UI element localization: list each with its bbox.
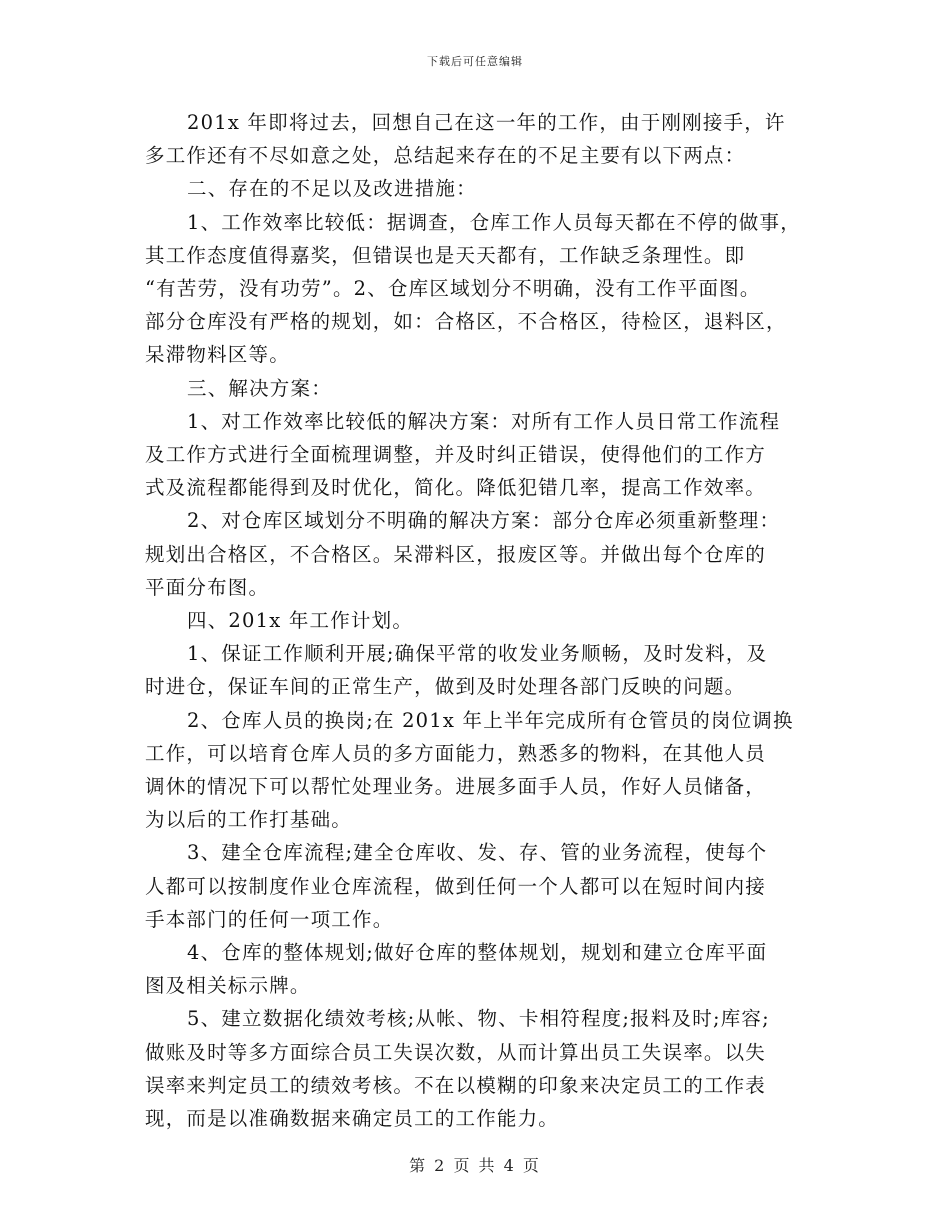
text-line: 三、解决方案： <box>187 376 332 400</box>
text-line: 5、建立数据化绩效考核;从帐、物、卡相符程度;报料及时;库容; <box>187 1007 770 1031</box>
text-line: 调休的情况下可以帮忙处理业务。进展多面手人员，作好人员储备， <box>145 775 767 799</box>
text-line: 及工作方式进行全面梳理调整，并及时纠正错误，使得他们的工作方 <box>145 443 767 467</box>
text-line: 时进仓，保证车间的正常生产，做到及时处理各部门反映的问题。 <box>145 675 746 699</box>
text-line: “有苦劳，没有功劳”。2、仓库区域划分不明确，没有工作平面图。 <box>145 277 761 301</box>
text-line: 手本部门的任何一项工作。 <box>145 907 394 931</box>
text-line: 工作，可以培育仓库人员的多方面能力，熟悉多的物料，在其他人员 <box>145 741 767 765</box>
text-line: 规划出合格区，不合格区。呆滞料区，报废区等。并做出每个仓库的 <box>145 542 767 566</box>
text-line: 式及流程都能得到及时优化，简化。降低犯错几率，提高工作效率。 <box>145 476 767 500</box>
text-line: 1、工作效率比较低：据调查，仓库工作人员每天都在不停的做事， <box>187 210 801 234</box>
text-line: 其工作态度值得嘉奖，但错误也是天天都有，工作缺乏条理性。即 <box>145 243 746 267</box>
text-line: 做账及时等多方面综合员工失误次数，从而计算出员工失误率。以失 <box>145 1040 767 1064</box>
text-line: 部分仓库没有严格的规划，如：合格区，不合格区，待检区，退料区， <box>145 310 787 334</box>
text-line: 多工作还有不尽如意之处，总结起来存在的不足主要有以下两点： <box>145 144 746 168</box>
text-line: 四、201x 年工作计划。 <box>187 609 414 633</box>
text-line: 4、仓库的整体规划;做好仓库的整体规划，规划和建立仓库平面 <box>187 941 768 965</box>
document-body <box>145 106 815 1135</box>
header-note: 下载后可任意编辑 <box>427 55 523 68</box>
text-line: 平面分布图。 <box>145 575 270 599</box>
text-line: 3、建全仓库流程;建全仓库收、发、存、管的业务流程，使每个 <box>187 841 768 865</box>
text-line: 呆滞物料区等。 <box>145 343 290 367</box>
text-line: 误率来判定员工的绩效考核。不在以模糊的印象来决定员工的工作表 <box>145 1073 767 1097</box>
text-line: 201x 年即将过去，回想自己在这一年的工作，由于刚刚接手，许 <box>187 111 786 134</box>
text-line: 2、仓库人员的换岗;在 201x 年上半年完成所有仓管员的岗位调换 <box>187 708 794 732</box>
text-line: 2、对仓库区域划分不明确的解决方案：部分仓库必须重新整理： <box>187 509 781 533</box>
text-line: 1、保证工作顺利开展;确保平常的收发业务顺畅，及时发料，及 <box>187 642 768 666</box>
text-line: 二、存在的不足以及改进措施： <box>187 177 477 201</box>
text-line: 图及相关标示牌。 <box>145 974 311 998</box>
text-line: 为以后的工作打基础。 <box>145 808 353 832</box>
page-number-footer: 第 2 页 共 4 页 <box>409 1156 541 1175</box>
text-line: 人都可以按制度作业仓库流程，做到任何一个人都可以在短时间内接 <box>145 874 767 898</box>
text-line: 1、对工作效率比较低的解决方案：对所有工作人员日常工作流程 <box>187 409 781 433</box>
text-line: 现，而是以准确数据来确定员工的工作能力。 <box>145 1107 560 1131</box>
